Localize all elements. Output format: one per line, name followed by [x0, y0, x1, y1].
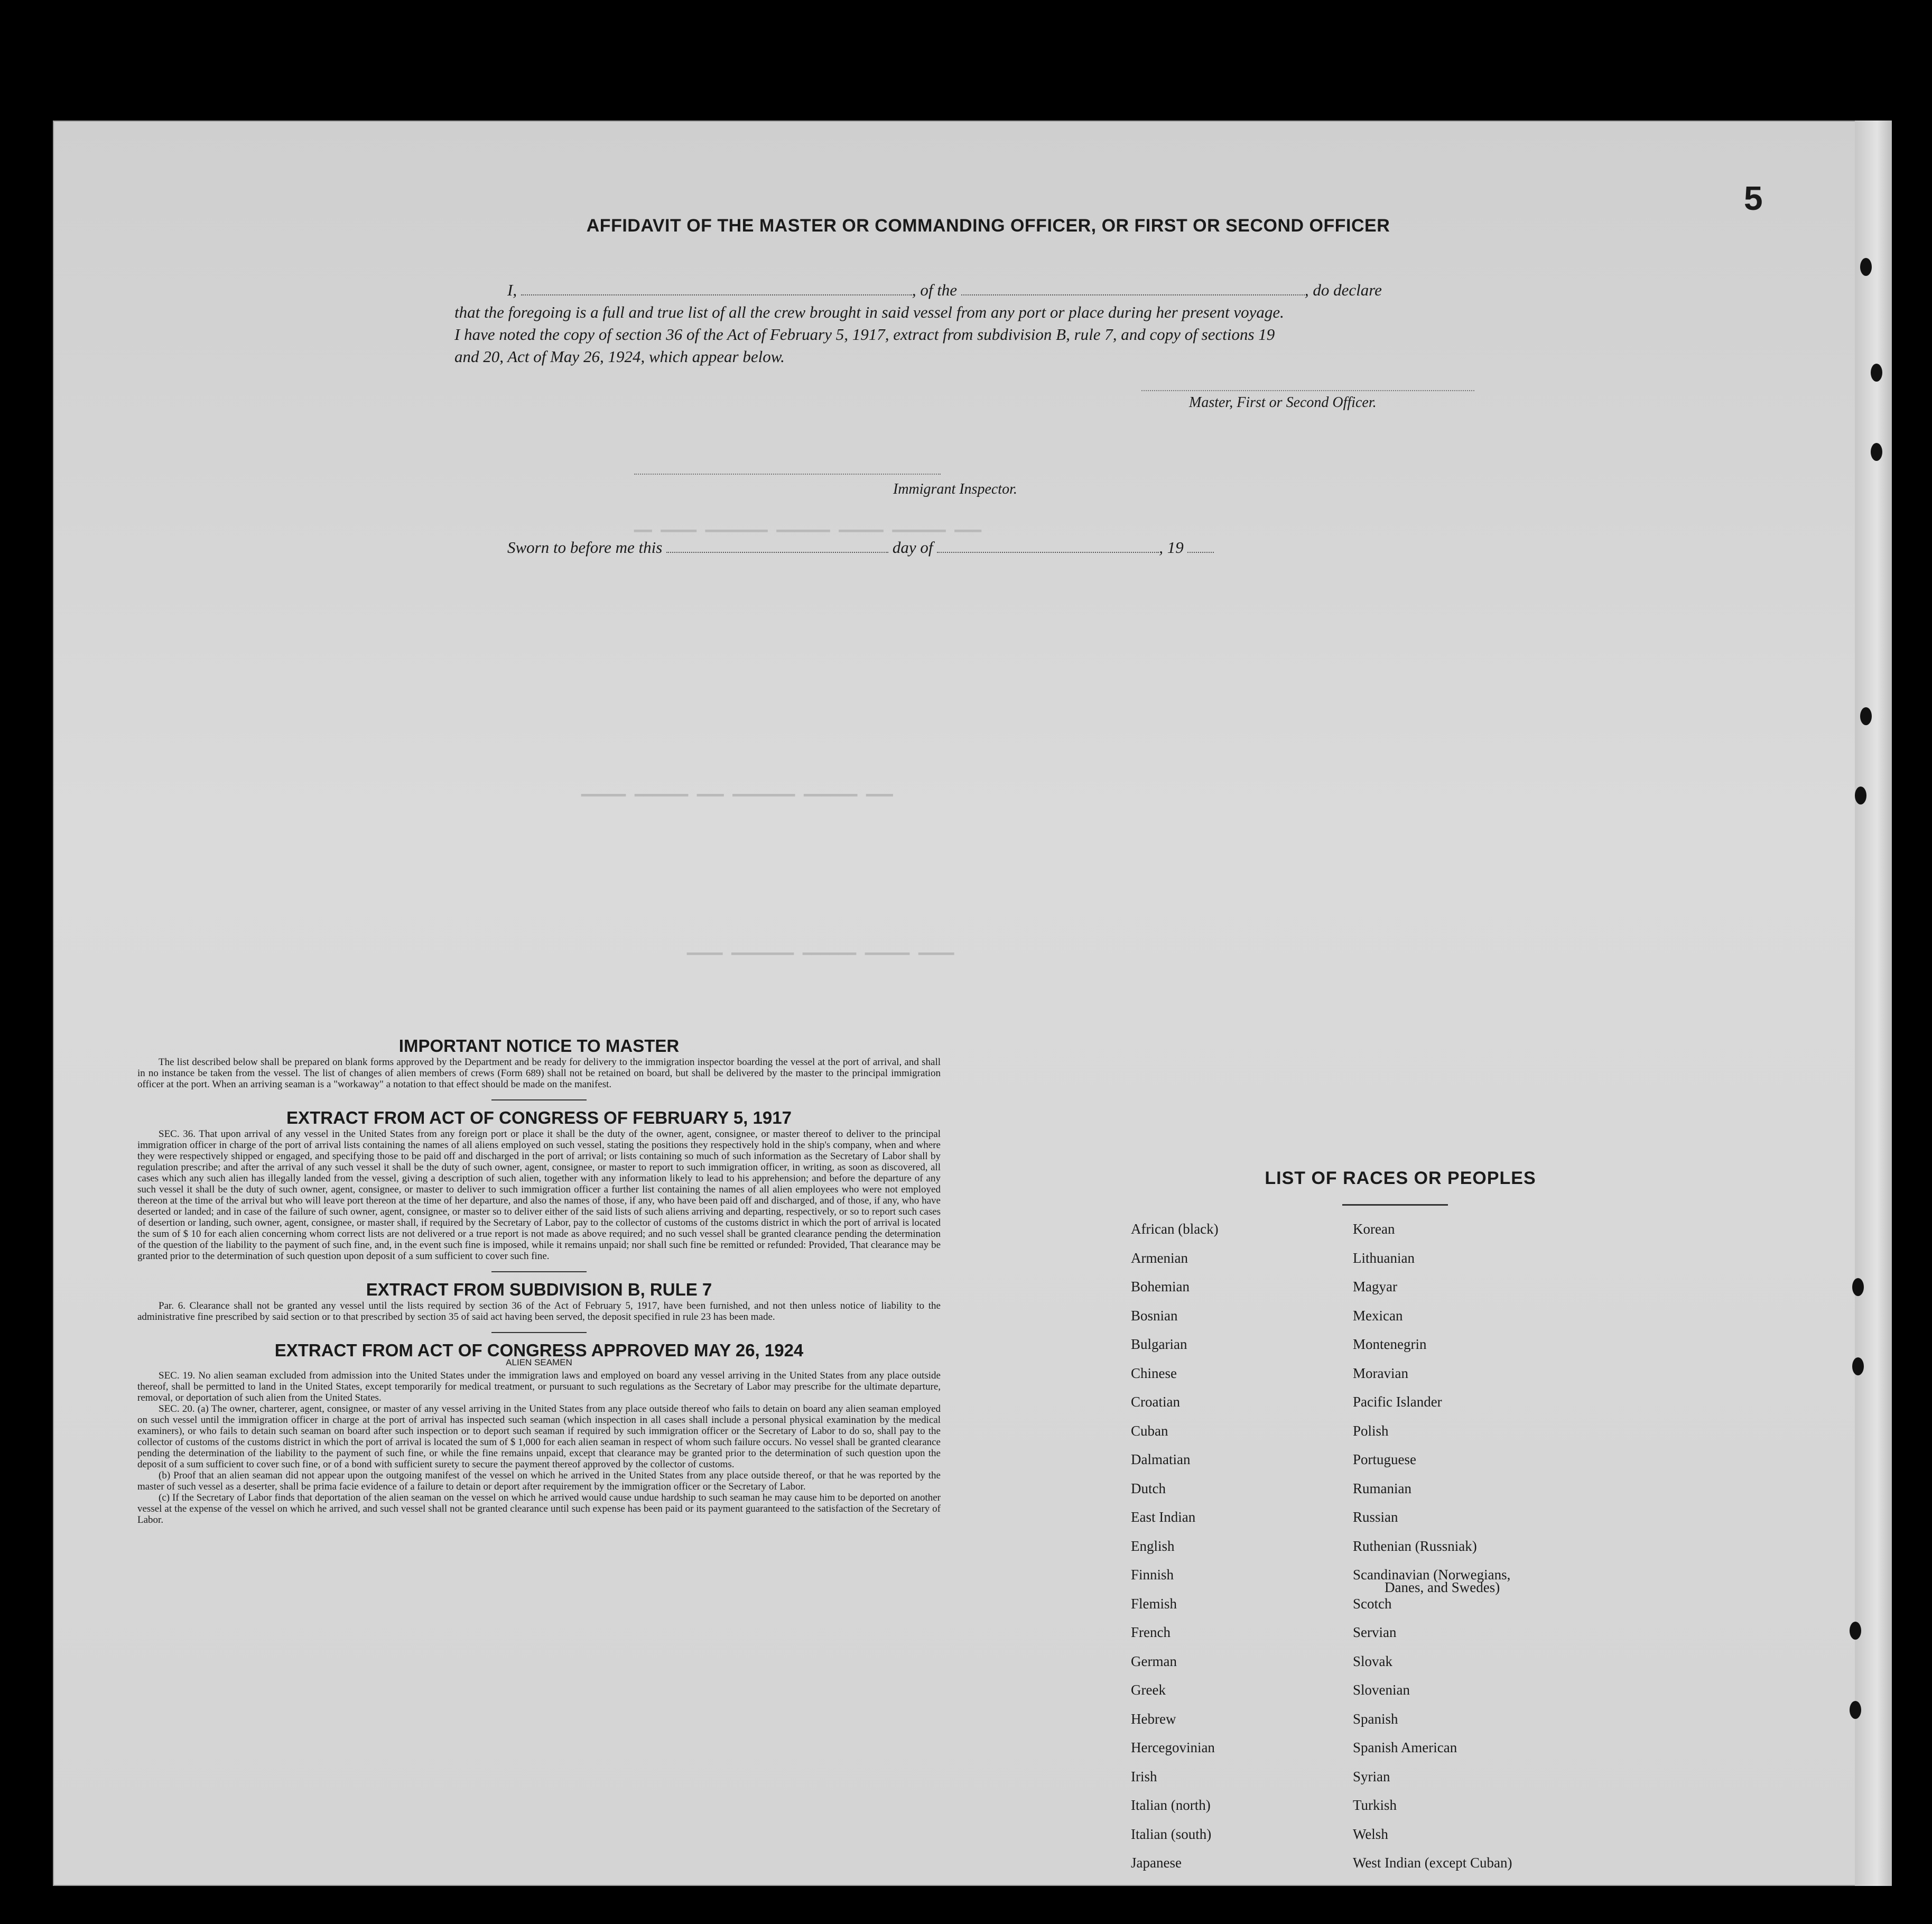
page-number: 5	[1744, 179, 1763, 217]
divider	[491, 1332, 587, 1333]
race-item: Korean	[1353, 1221, 1395, 1237]
inspector-signature-line[interactable]	[634, 474, 941, 475]
sec-20c-text: (c) If the Secretary of Labor finds that deportation of the alien seaman on the vessel on which he arrived would cause undue hardship to such seaman he may cause him to be deported on another vessel at the expense of the vessel on which he arrived, and such vessel shall not be granted clearance until such expense has been paid or its payment guaranteed to the satisfaction of the Secretary of Labor.	[137, 1492, 941, 1525]
race-item: Bohemian	[1131, 1279, 1190, 1294]
race-item: Cuban	[1131, 1422, 1168, 1439]
notice-section	[137, 1036, 941, 1525]
sec-20b-text: (b) Proof that an alien seaman did not appear upon the outgoing manifest of the vessel on which he arrived in the United States from any place outside thereof, or that he was reported by the master of such vessel as a deserter, shall be prima facie evidence of a failure to detain or deport after requirement by the immigration officer or the Secretary of Labor.	[137, 1470, 941, 1492]
race-item: Finnish	[1131, 1567, 1174, 1583]
race-item: Russian	[1353, 1509, 1398, 1525]
race-item: Scotch	[1353, 1595, 1392, 1612]
vessel-blank[interactable]	[961, 294, 1305, 295]
race-item: Montenegrin	[1353, 1336, 1427, 1352]
races-divider	[1342, 1204, 1448, 1206]
races-title: LIST OF RACES OR PEOPLES	[1265, 1168, 1536, 1188]
race-item: Magyar	[1353, 1279, 1397, 1294]
race-item-continuation: Danes, and Swedes)	[1385, 1579, 1500, 1595]
affidavit-line-2: that the foregoing is a full and true list of all the crew brought in said vessel from any port or place during her present voyage.	[454, 303, 1284, 321]
bleed-through-text: ━━━━ ━━━━━━━ ━━━━━━ ━━━━━ ━━━━	[687, 947, 954, 964]
sworn-year-blank[interactable]	[1187, 552, 1214, 553]
year-prefix: , 19	[1159, 538, 1184, 557]
binder-hole	[1860, 707, 1872, 725]
binder-hole	[1852, 1278, 1864, 1296]
race-item: Mexican	[1353, 1307, 1403, 1324]
bleed-through-text: ━━ ━━━━ ━━━━━━━ ━━━━━━ ━━━━━ ━━━━━━ ━━━	[634, 524, 982, 541]
notice-title: IMPORTANT NOTICE TO MASTER	[398, 1036, 680, 1056]
race-item: Portuguese	[1353, 1451, 1416, 1467]
race-item: Bulgarian	[1131, 1336, 1187, 1352]
race-item: Turkish	[1353, 1797, 1397, 1813]
master-signature-label: Master, First or Second Officer.	[1189, 394, 1377, 411]
race-item: Lithuanian	[1353, 1250, 1415, 1266]
binder-hole	[1860, 258, 1872, 276]
race-item: Flemish	[1131, 1595, 1177, 1612]
divider	[491, 1099, 587, 1100]
race-item: Syrian	[1353, 1768, 1390, 1784]
race-item: Scandinavian (Norwegians, Danes, and Swedes)	[1353, 1566, 1512, 1595]
sworn-text: Sworn to before me this	[507, 538, 663, 557]
binder-hole	[1852, 1357, 1864, 1375]
master-signature-line[interactable]	[1141, 390, 1474, 391]
alien-seamen-subtitle: ALIEN SEAMEN	[506, 1357, 572, 1367]
race-item: Spanish American	[1353, 1740, 1457, 1755]
page-edge	[1855, 121, 1892, 1886]
race-item: Croatian	[1131, 1394, 1180, 1410]
divider	[491, 1271, 587, 1272]
race-item: Dutch	[1131, 1480, 1166, 1496]
sec-19-text: SEC. 19. No alien seaman excluded from admission into the United States under the immigration laws and employed on board any vessel arriving in the United States from any place outside thereof, shall be permitted to land in the United States, except temporarily for medical treatment, or pursuant to such regulations as the Secretary of Labor may prescribe for the ultimate departure, removal, or deportation of such alien from the United States.	[137, 1370, 941, 1403]
race-item: Spanish	[1353, 1710, 1398, 1727]
race-item: Italian (north)	[1131, 1797, 1211, 1813]
rule7-title: EXTRACT FROM SUBDIVISION B, RULE 7	[366, 1280, 712, 1299]
race-item: Italian (south)	[1131, 1826, 1212, 1842]
affidavit-declare: , do declare	[1304, 281, 1382, 299]
extract-1917-title: EXTRACT FROM ACT OF CONGRESS OF FEBRUARY 5, 1917	[286, 1108, 792, 1127]
race-item: Hebrew	[1131, 1710, 1176, 1727]
race-item: Rumanian	[1353, 1480, 1411, 1496]
binder-hole	[1855, 787, 1866, 804]
affidavit-line-3: I have noted the copy of section 36 of the Act of February 5, 1917, extract from subdivision B, rule 7, and copy of sections 19	[454, 325, 1275, 344]
binder-hole	[1850, 1622, 1861, 1640]
affidavit-i: I,	[507, 281, 517, 299]
race-item: Hercegovinian	[1131, 1740, 1215, 1755]
race-item: Pacific Islander	[1353, 1394, 1442, 1410]
affidavit-of-the: , of the	[912, 281, 958, 299]
race-item: German	[1131, 1653, 1177, 1669]
race-item: French	[1131, 1624, 1171, 1640]
race-item: Irish	[1131, 1768, 1157, 1784]
race-item: Slovak	[1353, 1653, 1393, 1669]
affidavit-text	[454, 279, 1543, 368]
document-page	[53, 121, 1892, 1886]
race-item: African (black)	[1131, 1221, 1219, 1237]
races-column-1	[1131, 1220, 1219, 1883]
race-item: Welsh	[1353, 1826, 1388, 1842]
sec-20a-text: SEC. 20. (a) The owner, charterer, agent, consignee, or master of any vessel arriving in the United States from any place outside thereof who fails to detain on board any alien seaman employed on such vessel until the immigration officer in charge at the port of arrival has inspected such seaman (which inspection in all cases shall include a personal physical examination by the medical examiners), or who fails to detain such seaman on board after such inspection or to deport such seaman if required by such immigration officer or the Secretary of Labor to do so, shall pay to the collector of customs of the customs district in which the port of arrival is located the sum of $ 1,000 for each alien seaman in respect of whom such failure occurs. No vessel shall be granted clearance pending the determination of the liability to the payment of such fine, or while the fine remains unpaid, except that clearance may be granted prior to the determination of such question upon the deposit of a sum sufficient to cover such fine, or of a bond with sufficient surety to secure the payment thereof approved by the collector of customs.	[137, 1403, 941, 1470]
races-column-2	[1353, 1220, 1512, 1883]
affidavit-title: AFFIDAVIT OF THE MASTER OR COMMANDING OFFICER, OR FIRST OR SECOND OFFICER	[586, 216, 1390, 236]
notice-body: The list described below shall be prepared on blank forms approved by the Department and be ready for delivery to the immigration inspector boarding the vessel at the port of arrival, and shall in no instance be taken from the vessel. The list of changes of alien members of crews (Form 689) shall not be retained on board, but shall be delivered by the master to the principal immigration officer at the port. When an arriving seaman is a "workaway" a notation to that effect should be made on the manifest.	[137, 1057, 941, 1090]
inspector-signature-label: Immigrant Inspector.	[893, 481, 1017, 497]
affidavit-line-4: and 20, Act of May 26, 1924, which appear below.	[454, 347, 785, 366]
bleed-through-text: ━━━━━ ━━━━━━ ━━━ ━━━━━━━ ━━━━━━ ━━━	[581, 789, 893, 805]
race-item: Dalmatian	[1131, 1451, 1191, 1467]
race-item: Servian	[1353, 1624, 1397, 1640]
race-item: Moravian	[1353, 1365, 1408, 1381]
sworn-line	[507, 538, 1214, 557]
race-item: Ruthenian (Russniak)	[1353, 1538, 1477, 1554]
binder-hole	[1871, 364, 1882, 382]
sworn-month-blank[interactable]	[937, 552, 1159, 553]
rule7-body: Par. 6. Clearance shall not be granted any vessel until the lists required by section 36 of the Act of February 5, 1917, have been furnished, and not then unless notice of liability to the administrative fine prescribed by said section or to that prescribed by section 35 of said act having been served, the deposit specified in rule 23 has been made.	[137, 1300, 941, 1322]
extract-1924-title: EXTRACT FROM ACT OF CONGRESS APPROVED MAY 26, 1924	[274, 1340, 804, 1360]
extract-1917-body: SEC. 36. That upon arrival of any vessel in the United States from any foreign port or place it shall be the duty of the owner, agent, consignee, or master thereof to deliver to the principal immigration officer in charge of the port of arrival lists containing the names of all aliens employed on such vessel, stating the positions they respectively hold in the ship's company, when and where they were respectively shipped or engaged, and specifying those to be paid off and discharged in the port of arrival; or lists containing so much of such information as the Secretary of Labor shall by regulation prescribe; and after the arrival of any such vessel it shall be the duty of such owner, agent, consignee, or master to report to such immigration officer, in writing, as soon as discovered, all cases which any such alien has illegally landed from the vessel, giving a description of such alien, together with any information likely to lead to his apprehension; and before the departure of any such vessel it shall be the duty of such owner, agent, consignee, or master to deliver to such immigration officer a further list containing the names of all alien employees who were not employed thereon at the time of the arrival but who will leave port thereon at the time of her departure, and also the names of those, if any, who have been paid off and discharged, and of those, if any, who have deserted or landed; and in case of the failure of such owner, agent, consignee, or master so to deliver either of the said lists of such aliens arriving and departing, respectively, or so to report such cases of desertion or landing, such owner, agent, consignee, or master shall, if required by the Secretary of Labor, pay to the collector of customs of the customs district in which the port of arrival is located the sum of $ 10 for each alien concerning whom correct lists are not delivered or a true report is not made as above required; and no such vessel shall be granted clearance pending the determination of the question of the liability to the payment of such fine, and, in the event such fine is imposed, while it remains unpaid; nor shall such fine be remitted or refunded: Provided, That clearance may be granted prior to the determination of such question upon deposit of a sum sufficient to cover such fine.	[137, 1128, 941, 1262]
race-item: Polish	[1353, 1422, 1389, 1439]
binder-hole	[1850, 1701, 1861, 1719]
day-of-text: day of	[892, 538, 933, 557]
race-item: Greek	[1131, 1682, 1166, 1698]
race-item: Bosnian	[1131, 1307, 1178, 1324]
race-item: East Indian	[1131, 1509, 1196, 1525]
race-item: Chinese	[1131, 1365, 1177, 1381]
race-item: Armenian	[1131, 1250, 1188, 1266]
binder-hole	[1871, 443, 1882, 461]
name-blank[interactable]	[521, 294, 912, 295]
race-item: West Indian (except Cuban)	[1353, 1855, 1512, 1871]
sworn-day-blank[interactable]	[666, 552, 888, 553]
race-item: English	[1131, 1538, 1175, 1554]
race-item: Japanese	[1131, 1855, 1182, 1871]
race-item: Slovenian	[1353, 1682, 1410, 1698]
